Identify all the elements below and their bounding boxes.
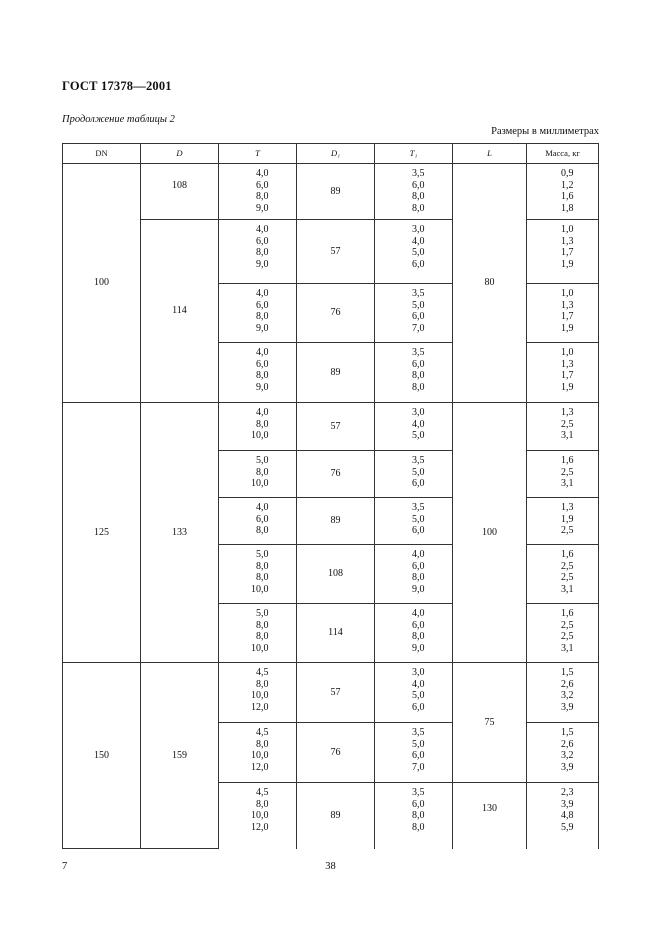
d1-cell: 57: [297, 220, 375, 284]
mass-cell-value: 5,9: [561, 821, 574, 833]
d1-cell: 57: [297, 663, 375, 723]
d-cell: 133: [141, 403, 219, 663]
t1-cell-value: 8,0: [412, 370, 425, 382]
t1-cell: [375, 220, 453, 284]
t1-cell-value: 5,0: [412, 466, 425, 478]
t1-cell: [375, 498, 453, 545]
mass-cell-value: 2,5: [561, 619, 574, 631]
t1-cell-value: 3,0: [412, 667, 425, 678]
t1-cell-value: 8,0: [412, 631, 425, 643]
col-header-l: L: [453, 144, 527, 164]
mass-cell-value: 3,1: [561, 642, 574, 654]
mass-cell-value: 2,5: [561, 560, 574, 572]
t-cell-value: 8,0: [256, 311, 269, 323]
mass-cell: [527, 604, 599, 663]
t1-cell: [375, 723, 453, 783]
d1-cell: 108: [297, 545, 375, 604]
t1-cell-value: 6,0: [412, 258, 425, 270]
t-cell-value: 12,0: [251, 821, 269, 833]
mass-cell-value: 2,5: [561, 631, 574, 643]
mass-cell: [527, 783, 599, 849]
d1-cell: 76: [297, 451, 375, 498]
mass-cell: [527, 403, 599, 451]
t1-cell: [375, 663, 453, 723]
mass-cell: [527, 723, 599, 783]
t1-cell-value: 5,0: [412, 247, 425, 259]
t1-cell-value: 6,0: [412, 478, 425, 490]
col-header-dn: DN: [63, 144, 141, 164]
d1-cell: 114: [297, 604, 375, 663]
t-cell-value: 4,0: [256, 224, 269, 235]
t-cell: [219, 783, 297, 849]
t-cell-value: 4,0: [256, 407, 269, 418]
mass-cell-value: 1,7: [561, 311, 574, 323]
t1-cell-value: 8,0: [412, 572, 425, 584]
mass-cell: [527, 545, 599, 604]
t-cell-value: 10,0: [251, 478, 269, 490]
t-cell-value: 8,0: [256, 370, 269, 382]
dn-cell: 125: [63, 403, 141, 663]
t-cell: [219, 164, 297, 220]
t1-cell-value: 6,0: [412, 358, 425, 370]
mass-cell-value: 1,3: [561, 235, 574, 247]
t-cell: [219, 498, 297, 545]
t-cell-value: 8,0: [256, 466, 269, 478]
t1-cell: [375, 343, 453, 403]
mass-cell: [527, 220, 599, 284]
mass-cell: [527, 663, 599, 723]
mass-cell: [527, 451, 599, 498]
t-cell-value: 9,0: [256, 258, 269, 270]
t1-cell-value: 5,0: [412, 513, 425, 525]
t-cell-value: 8,0: [256, 560, 269, 572]
t1-cell-value: 5,0: [412, 299, 425, 311]
mass-cell-value: 3,9: [561, 761, 574, 773]
table-header-row: [63, 144, 599, 164]
d1-cell: 89: [297, 164, 375, 220]
table-row: [63, 663, 599, 723]
mass-cell-value: 1,9: [561, 258, 574, 270]
mass-cell-value: 1,6: [561, 549, 574, 560]
col-header-d1: D₁: [297, 144, 375, 164]
t-cell-value: 9,0: [256, 202, 269, 214]
t-cell: [219, 284, 297, 343]
t-cell-value: 8,0: [256, 631, 269, 643]
dn-cell: 100: [63, 164, 141, 403]
t1-cell-value: 7,0: [412, 761, 425, 773]
mass-cell-value: 1,0: [561, 224, 574, 235]
t-cell-value: 4,5: [256, 787, 269, 798]
l-cell: 75: [453, 663, 527, 783]
t-cell: [219, 604, 297, 663]
d1-cell: 76: [297, 284, 375, 343]
mass-cell-value: 1,7: [561, 247, 574, 259]
t1-cell-value: 6,0: [412, 179, 425, 191]
table-row: [63, 403, 599, 451]
t1-cell-value: 8,0: [412, 821, 425, 833]
t1-cell-value: 4,0: [412, 678, 425, 690]
t-cell-value: 10,0: [251, 583, 269, 595]
col-header-d: D: [141, 144, 219, 164]
t1-cell-value: 8,0: [412, 202, 425, 214]
t-cell-value: 4,0: [256, 168, 269, 179]
t1-cell-value: 3,0: [412, 407, 425, 418]
mass-cell-value: 1,9: [561, 381, 574, 393]
t1-cell-value: 3,5: [412, 727, 425, 738]
t-cell-value: 10,0: [251, 690, 269, 702]
d1-cell: 76: [297, 723, 375, 783]
t-cell-value: 8,0: [256, 619, 269, 631]
t1-cell-value: 6,0: [412, 311, 425, 323]
t-cell-value: 6,0: [256, 513, 269, 525]
t1-cell-value: 4,0: [412, 608, 425, 619]
dimensions-table: [62, 143, 599, 849]
t1-cell-value: 8,0: [412, 191, 425, 203]
units-note: Размеры в миллиметрах: [491, 126, 599, 137]
t-cell-value: 8,0: [256, 738, 269, 750]
mass-cell: [527, 498, 599, 545]
d1-cell: 89: [297, 783, 375, 849]
t-cell-value: 8,0: [256, 418, 269, 430]
t1-cell-value: 5,0: [412, 690, 425, 702]
col-header-mass: Масса, кг: [527, 144, 599, 164]
t1-cell-value: 8,0: [412, 381, 425, 393]
dn-cell: 150: [63, 663, 141, 849]
t1-cell-value: 3,5: [412, 347, 425, 358]
t1-cell-value: 8,0: [412, 810, 425, 822]
col-header-t: T: [219, 144, 297, 164]
t1-cell-value: 6,0: [412, 560, 425, 572]
t-cell-value: 10,0: [251, 642, 269, 654]
mass-cell-value: 1,9: [561, 322, 574, 334]
t1-cell: [375, 545, 453, 604]
t-cell: [219, 220, 297, 284]
mass-cell-value: 1,3: [561, 502, 574, 513]
t1-cell-value: 6,0: [412, 525, 425, 537]
t-cell-value: 9,0: [256, 381, 269, 393]
t-cell: [219, 545, 297, 604]
t1-cell-value: 3,5: [412, 288, 425, 299]
mass-cell-value: 1,5: [561, 727, 574, 738]
t-cell-value: 8,0: [256, 525, 269, 537]
page-number: 38: [325, 861, 336, 872]
t1-cell-value: 3,0: [412, 224, 425, 235]
mass-cell-value: 3,9: [561, 798, 574, 810]
t-cell-value: 5,0: [256, 455, 269, 466]
col-header-t1: T₁: [375, 144, 453, 164]
t1-cell: [375, 284, 453, 343]
mass-cell-value: 3,1: [561, 478, 574, 490]
mass-cell-value: 1,6: [561, 608, 574, 619]
mass-cell-value: 3,2: [561, 750, 574, 762]
document-title: ГОСТ 17378—2001: [62, 79, 172, 93]
mass-cell-value: 1,6: [561, 191, 574, 203]
l-cell: 100: [453, 403, 527, 663]
mass-cell-value: 1,3: [561, 407, 574, 418]
mass-cell-value: 0,9: [561, 168, 574, 179]
t-cell-value: 8,0: [256, 191, 269, 203]
mass-cell-value: 2,6: [561, 678, 574, 690]
mass-cell-value: 2,6: [561, 738, 574, 750]
t-cell-value: 8,0: [256, 247, 269, 259]
t1-cell-value: 4,0: [412, 235, 425, 247]
t1-cell: [375, 604, 453, 663]
t-cell-value: 8,0: [256, 798, 269, 810]
t1-cell-value: 4,0: [412, 418, 425, 430]
t1-cell: [375, 783, 453, 849]
mass-cell-value: 1,2: [561, 179, 574, 191]
mass-cell-value: 1,6: [561, 455, 574, 466]
table-row: [63, 164, 599, 220]
t-cell-value: 4,0: [256, 288, 269, 299]
t1-cell-value: 6,0: [412, 619, 425, 631]
mass-cell-value: 2,5: [561, 418, 574, 430]
t1-cell-value: 7,0: [412, 322, 425, 334]
t-cell: [219, 723, 297, 783]
mass-cell-value: 1,5: [561, 667, 574, 678]
t1-cell-value: 3,5: [412, 455, 425, 466]
t1-cell: [375, 403, 453, 451]
d-cell: 159: [141, 663, 219, 849]
t-cell-value: 8,0: [256, 678, 269, 690]
t-cell: [219, 451, 297, 498]
mass-cell: [527, 284, 599, 343]
t1-cell-value: 6,0: [412, 701, 425, 713]
t-cell: [219, 403, 297, 451]
mass-cell-value: 2,5: [561, 525, 574, 537]
t-cell-value: 6,0: [256, 235, 269, 247]
t1-cell-value: 3,5: [412, 168, 425, 179]
t1-cell-value: 9,0: [412, 583, 425, 595]
d1-cell: 89: [297, 343, 375, 403]
mass-cell-value: 1,8: [561, 202, 574, 214]
mass-cell-value: 2,5: [561, 572, 574, 584]
mass-cell-value: 1,3: [561, 299, 574, 311]
mass-cell-value: 3,9: [561, 701, 574, 713]
t-cell-value: 6,0: [256, 358, 269, 370]
t1-cell-value: 6,0: [412, 798, 425, 810]
t-cell-value: 10,0: [251, 430, 269, 442]
t-cell: [219, 663, 297, 723]
t-cell-value: 12,0: [251, 701, 269, 713]
t1-cell: [375, 451, 453, 498]
t-cell-value: 4,5: [256, 667, 269, 678]
mass-cell-value: 2,3: [561, 787, 574, 798]
t-cell-value: 5,0: [256, 549, 269, 560]
t-cell-value: 5,0: [256, 608, 269, 619]
mass-cell-value: 1,7: [561, 370, 574, 382]
t1-cell-value: 5,0: [412, 738, 425, 750]
d-cell: 114: [141, 220, 219, 403]
t-cell-value: 4,0: [256, 502, 269, 513]
t-cell-value: 4,0: [256, 347, 269, 358]
t1-cell-value: 5,0: [412, 430, 425, 442]
mass-cell-value: 1,3: [561, 358, 574, 370]
mass-cell-value: 1,0: [561, 347, 574, 358]
table-caption: Продолжение таблицы 2: [62, 114, 175, 125]
mass-cell-value: 4,8: [561, 810, 574, 822]
t-cell-value: 12,0: [251, 761, 269, 773]
t1-cell-value: 3,5: [412, 787, 425, 798]
t1-cell-value: 6,0: [412, 750, 425, 762]
mass-cell-value: 1,0: [561, 288, 574, 299]
mass-cell-value: 1,9: [561, 513, 574, 525]
t1-cell-value: 3,5: [412, 502, 425, 513]
mass-cell-value: 3,2: [561, 690, 574, 702]
t-cell-value: 10,0: [251, 750, 269, 762]
mass-cell: [527, 164, 599, 220]
d-cell: 108: [141, 164, 219, 220]
t-cell-value: 8,0: [256, 572, 269, 584]
t1-cell: [375, 164, 453, 220]
t-cell-value: 10,0: [251, 810, 269, 822]
mass-cell-value: 2,5: [561, 466, 574, 478]
t1-cell-value: 4,0: [412, 549, 425, 560]
t-cell: [219, 343, 297, 403]
mass-cell: [527, 343, 599, 403]
t-cell-value: 6,0: [256, 179, 269, 191]
d1-cell: 57: [297, 403, 375, 451]
d1-cell: 89: [297, 498, 375, 545]
t-cell-value: 4,5: [256, 727, 269, 738]
t-cell-value: 9,0: [256, 322, 269, 334]
t1-cell-value: 9,0: [412, 642, 425, 654]
l-cell: 130: [453, 783, 527, 849]
l-cell: 80: [453, 164, 527, 403]
mass-cell-value: 3,1: [561, 583, 574, 595]
margin-mark: 7: [62, 861, 68, 872]
mass-cell-value: 3,1: [561, 430, 574, 442]
t-cell-value: 6,0: [256, 299, 269, 311]
